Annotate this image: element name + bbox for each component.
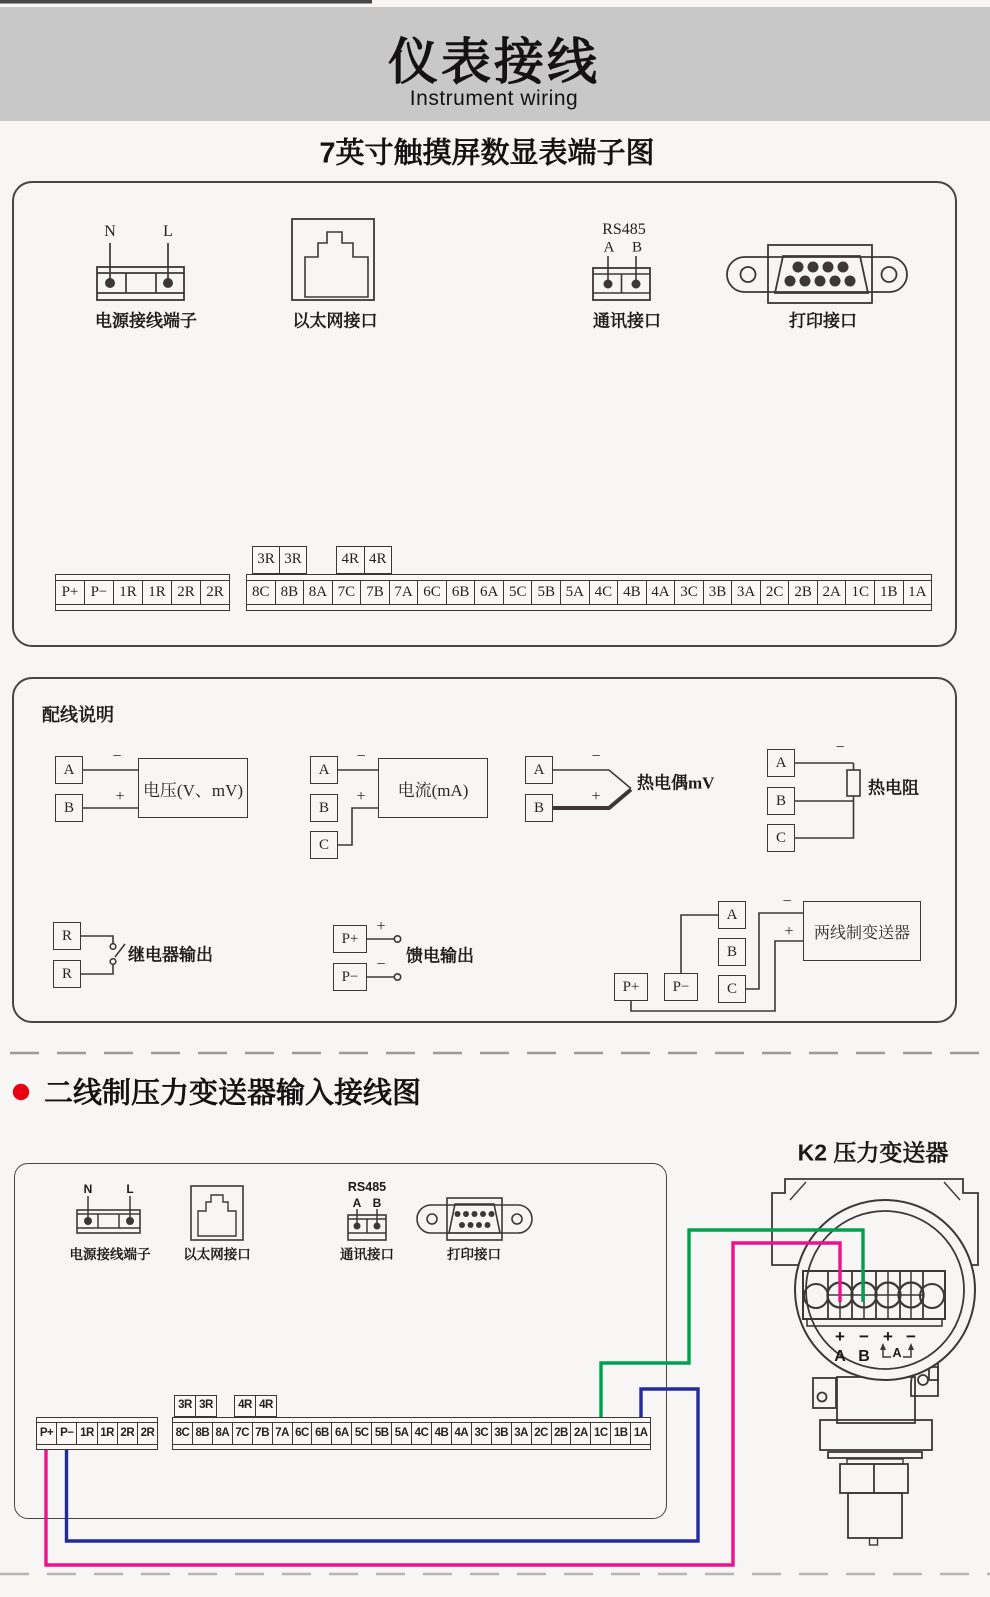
terminal-cell: 1B <box>874 581 903 604</box>
transmitter-sign-4: − <box>906 1327 916 1346</box>
magenta-wire <box>46 1243 840 1565</box>
two-wire-plus-sign: + <box>784 923 794 940</box>
terminal-cell: 2B <box>788 581 817 604</box>
terminal-cell: 1R <box>113 581 142 604</box>
power-n-label-bottom: N <box>83 1182 93 1196</box>
terminal-cell: 6B <box>446 581 475 604</box>
terminal-cell: 2A <box>817 581 846 604</box>
terminal-cell: P+ <box>61 584 79 600</box>
terminal-cell: P+ <box>39 1427 54 1439</box>
relay-4r-block-bottom <box>234 1395 277 1417</box>
two-wire-component-box: 两线制变送器 <box>803 901 921 961</box>
ethernet-label: 以太网接口 <box>292 311 378 331</box>
print-port-bottom <box>417 1198 532 1240</box>
terminal-cell: 5A <box>391 1423 411 1444</box>
relay-3r-block-bottom <box>174 1395 217 1417</box>
thermocouple-label: 热电偶mV <box>637 773 715 793</box>
rs485-a-label: A <box>603 239 615 256</box>
power-n-label: N <box>104 223 116 240</box>
feed-minus-sign: − <box>376 956 386 973</box>
section1-title: 7英寸触摸屏数显表端子图 <box>319 137 655 170</box>
power-terminal-bottom <box>77 1196 140 1233</box>
terminal-cell: 2R <box>171 581 200 604</box>
terminal-4r-2: 4R <box>255 1396 276 1416</box>
comm-port-label-bottom: 通讯接口 <box>340 1247 394 1262</box>
feed-terminal-pminus: P− <box>333 963 367 991</box>
rtd-terminal-b: B <box>767 787 795 815</box>
transmitter-sign-3: + <box>883 1327 893 1346</box>
terminal-cell: 3A <box>511 1423 531 1444</box>
transmitter-meter-label: A <box>892 1346 902 1360</box>
current-terminal-c: C <box>310 831 338 859</box>
relay-wiring-lines <box>81 936 125 974</box>
current-wiring-lines <box>338 770 378 845</box>
terminal-cell: 3C <box>674 581 703 604</box>
power-terminal-label: 电源接线端子 <box>95 311 197 331</box>
main-terminal-strip-bottom <box>172 1417 651 1450</box>
power-terminal-top <box>97 243 184 300</box>
terminal-cell: 4C <box>589 581 618 604</box>
rtd-wiring-lines <box>795 763 860 838</box>
terminal-4r-1: 4R <box>341 551 359 567</box>
ethernet-label-bottom: 以太网接口 <box>183 1247 251 1262</box>
terminal-cell: 1B <box>610 1423 630 1444</box>
terminal-cell: 8B <box>192 1423 212 1444</box>
left-terminal-strip-top <box>55 574 230 611</box>
terminal-cell: 1R <box>76 1423 96 1444</box>
terminal-3r-1: 3R <box>178 1399 192 1411</box>
rs485-b-label: B <box>631 239 643 256</box>
k2-transmitter-title: K2 压力变送器 <box>797 1139 949 1166</box>
wiring-note-title: 配线说明 <box>42 705 114 725</box>
thermocouple-terminal-a: A <box>525 756 553 784</box>
top-edge-bar <box>0 0 372 4</box>
two-wire-terminal-pminus: P− <box>664 973 698 1001</box>
terminal-cell: 7A <box>272 1423 292 1444</box>
rs485-terminal-bottom <box>348 1209 386 1240</box>
terminal-3r-2: 3R <box>195 1396 216 1416</box>
terminal-cell: 7A <box>389 581 418 604</box>
terminal-cell: 2R <box>200 581 229 604</box>
two-wire-minus-sign: − <box>782 893 792 910</box>
terminal-cell: 8C <box>252 584 270 600</box>
terminal-cell: 1A <box>903 581 932 604</box>
terminal-cell: 8C <box>175 1427 190 1439</box>
current-minus-sign: − <box>356 748 366 765</box>
terminal-4r-2: 4R <box>364 547 392 573</box>
terminal-cell: 2B <box>551 1423 571 1444</box>
rtd-terminal-a: A <box>767 749 795 777</box>
print-port-top <box>727 245 907 303</box>
section2-title: 二线制压力变送器输入接线图 <box>44 1077 422 1110</box>
terminal-cell: 2C <box>531 1423 551 1444</box>
voltage-component-box: 电压(V、mV) <box>138 758 248 818</box>
terminal-cell: 1R <box>97 1423 117 1444</box>
print-port-label-bottom: 打印接口 <box>447 1247 501 1262</box>
terminal-cell: 4A <box>646 581 675 604</box>
two-wire-terminal-a: A <box>718 901 746 929</box>
terminal-cell: 7B <box>252 1423 272 1444</box>
transmitter-housing-outer <box>795 1200 975 1380</box>
ethernet-port-top <box>292 219 374 300</box>
thermocouple-minus-sign: − <box>591 748 601 765</box>
rtd-label: 热电阻 <box>868 778 919 798</box>
current-plus-sign: + <box>356 788 366 805</box>
terminal-cell: 6A <box>331 1423 351 1444</box>
terminal-cell: 5A <box>560 581 589 604</box>
terminal-cell: 1C <box>590 1423 610 1444</box>
terminal-cell: 4B <box>617 581 646 604</box>
relay-3r-block <box>252 546 307 574</box>
relay-terminal-r1: R <box>53 922 81 950</box>
left-terminal-strip-bottom <box>36 1417 158 1450</box>
terminal-cell: 4A <box>451 1423 471 1444</box>
rs485-terminal-top <box>593 256 650 300</box>
terminal-cell: 8A <box>303 581 332 604</box>
terminal-cell: 4C <box>411 1423 431 1444</box>
terminal-cell: 4B <box>431 1423 451 1444</box>
terminal-cell: P− <box>56 1423 76 1444</box>
terminal-4r-1: 4R <box>238 1399 252 1411</box>
terminal-cell: 7B <box>360 581 389 604</box>
terminal-3r-2: 3R <box>279 547 306 573</box>
relay-terminal-r2: R <box>53 960 81 988</box>
terminal-cell: 2R <box>117 1423 137 1444</box>
thermocouple-plus-sign: + <box>591 788 601 805</box>
feed-label: 馈电输出 <box>406 946 474 966</box>
terminal-cell: 5C <box>351 1423 371 1444</box>
rs485-a-label-bottom: A <box>352 1196 362 1210</box>
pressure-transmitter <box>772 1179 978 1545</box>
rs485-label: RS485 <box>602 221 646 238</box>
relay-4r-block <box>336 546 392 574</box>
power-l-label: L <box>163 223 173 240</box>
rs485-label-bottom: RS485 <box>347 1180 387 1194</box>
terminal-cell: 5B <box>371 1423 391 1444</box>
terminal-cell: 5C <box>503 581 532 604</box>
terminal-cell: 5B <box>531 581 560 604</box>
print-port-label: 打印接口 <box>789 311 857 331</box>
voltage-minus-sign: − <box>112 748 122 765</box>
transmitter-terminal-b-label: B <box>858 1348 870 1365</box>
voltage-plus-sign: + <box>115 788 125 805</box>
power-terminal-label-bottom: 电源接线端子 <box>69 1247 151 1262</box>
transmitter-terminal-a-label: A <box>834 1348 846 1365</box>
blue-wire <box>67 1389 699 1541</box>
current-terminal-b: B <box>310 794 338 822</box>
main-terminal-strip-top <box>246 574 932 611</box>
comm-port-label: 通讯接口 <box>593 311 661 331</box>
terminal-cell: 6C <box>417 581 446 604</box>
rtd-minus-sign: − <box>835 739 845 756</box>
terminal-cell: 6A <box>474 581 503 604</box>
rs485-b-label-bottom: B <box>372 1196 382 1210</box>
terminal-cell: 6C <box>292 1423 312 1444</box>
terminal-cell: 8A <box>212 1423 232 1444</box>
power-l-label-bottom: L <box>126 1182 134 1196</box>
voltage-terminal-b: B <box>55 794 83 822</box>
terminal-cell: 3A <box>731 581 760 604</box>
ethernet-port-bottom <box>191 1186 243 1240</box>
terminal-cell: 8B <box>275 581 304 604</box>
two-wire-wiring-lines <box>631 913 803 1011</box>
transmitter-sign-2: − <box>859 1327 869 1346</box>
rtd-terminal-c: C <box>767 824 795 852</box>
process-connection <box>848 1493 902 1538</box>
terminal-cell: 7C <box>232 1423 252 1444</box>
terminal-cell: 2R <box>137 1423 157 1444</box>
two-wire-terminal-b: B <box>718 938 746 966</box>
terminal-cell: P− <box>84 581 113 604</box>
page-title: 仪表接线 <box>388 34 600 90</box>
feed-terminal-pplus: P+ <box>333 925 367 953</box>
terminal-cell: 3B <box>491 1423 511 1444</box>
relay-label: 继电器输出 <box>128 945 213 965</box>
page-subtitle: Instrument wiring <box>409 87 579 110</box>
terminal-cell: 2A <box>570 1423 590 1444</box>
section-bullet <box>13 1084 29 1100</box>
terminal-cell: 1R <box>142 581 171 604</box>
feed-plus-sign: + <box>376 918 386 935</box>
transmitter-sign-1: + <box>835 1327 845 1346</box>
two-wire-terminal-c: C <box>718 975 746 1003</box>
voltage-terminal-a: A <box>55 756 83 784</box>
terminal-cell: 3C <box>471 1423 491 1444</box>
terminal-cell: 1A <box>630 1423 650 1444</box>
voltage-wiring-lines <box>83 770 138 808</box>
two-wire-terminal-pplus: P+ <box>614 973 648 1001</box>
thermocouple-terminal-b: B <box>525 794 553 822</box>
terminal-cell: 2C <box>760 581 789 604</box>
terminal-cell: 6B <box>311 1423 331 1444</box>
current-component-box: 电流(mA) <box>378 758 488 818</box>
terminal-3r-1: 3R <box>257 551 275 567</box>
current-terminal-a: A <box>310 756 338 784</box>
terminal-cell: 1C <box>845 581 874 604</box>
terminal-cell: 7C <box>332 581 361 604</box>
terminal-cell: 3B <box>703 581 732 604</box>
